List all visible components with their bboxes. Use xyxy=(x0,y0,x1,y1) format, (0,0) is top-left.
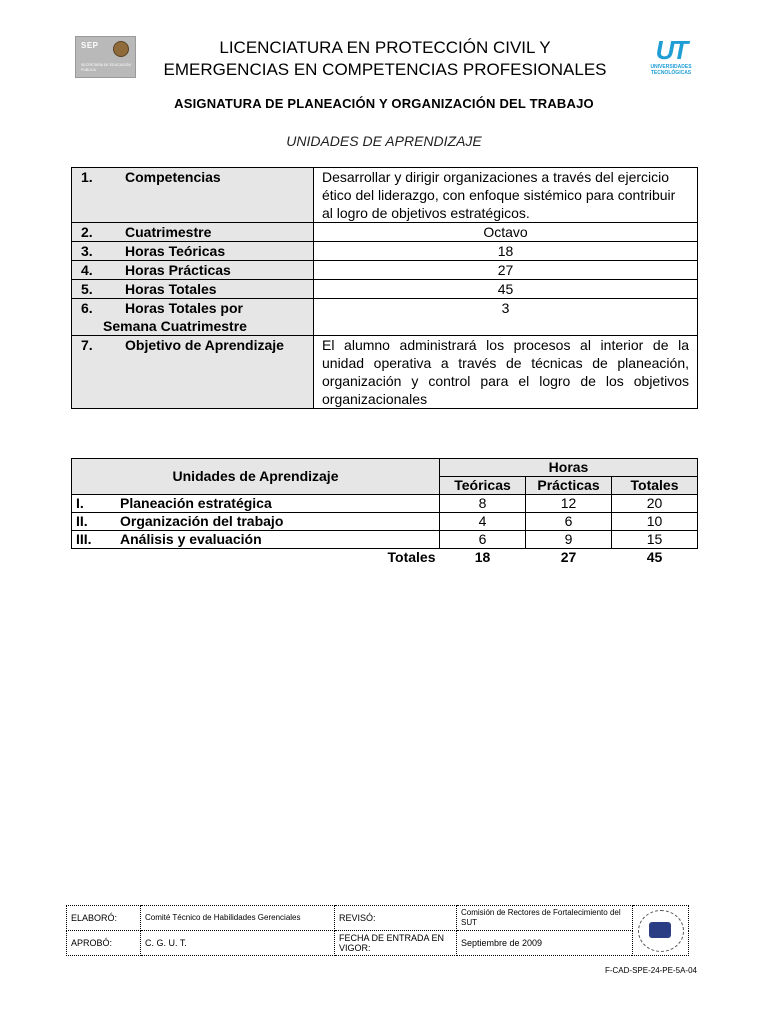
document-title xyxy=(140,37,630,81)
cell-practicas: 6 xyxy=(526,513,612,531)
row-value: El alumno administrará los procesos al interior de la unidad operativa a través de técnicas de planeación, organización y control para el logro de los objetivos organizacionales xyxy=(314,336,698,409)
row-label: Competencias xyxy=(125,169,221,185)
sep-logo-subtitle: SECRETARÍA DE EDUCACIÓN PÚBLICA xyxy=(81,63,131,72)
table-row xyxy=(72,513,698,531)
unit-number: II. xyxy=(76,513,88,529)
unit-name: Planeación estratégica xyxy=(120,495,272,511)
row-label: Horas Teóricas xyxy=(125,243,226,259)
table-row xyxy=(72,336,698,409)
row-number: 1. xyxy=(81,169,93,185)
ut-logo-subtitle: UNIVERSIDADES TECNOLÓGICAS xyxy=(650,64,692,76)
totals-row xyxy=(72,549,698,567)
title-line-1: LICENCIATURA EN PROTECCIÓN CIVIL Y xyxy=(219,38,551,57)
table-row xyxy=(72,299,698,336)
row-label: Horas Prácticas xyxy=(125,262,231,278)
row-label: Objetivo de Aprendizaje xyxy=(125,337,284,353)
column-header-units: Unidades de Aprendizaje xyxy=(72,459,440,495)
ut-logo-mark: UT xyxy=(655,35,687,65)
mexican-seal-icon xyxy=(113,41,129,57)
row-value: 45 xyxy=(314,280,698,299)
column-header-totales: Totales xyxy=(612,477,698,495)
table-row xyxy=(72,223,698,242)
cell-practicas: 9 xyxy=(526,531,612,549)
learning-units-table xyxy=(71,458,698,566)
table-row xyxy=(72,280,698,299)
aprobo-value: C. G. U. T. xyxy=(141,931,335,956)
table-header-row xyxy=(72,459,698,477)
reviso-label: REVISÓ: xyxy=(335,906,457,931)
unit-number: III. xyxy=(76,531,92,547)
reviso-value: Comisión de Rectores de Fortalecimiento del SUT xyxy=(457,906,633,931)
unit-number: I. xyxy=(76,495,84,511)
elaboro-value: Comité Técnico de Habilidades Gerenciales xyxy=(141,906,335,931)
footer-row xyxy=(67,931,689,956)
cell-totales: 10 xyxy=(612,513,698,531)
total-teoricas: 18 xyxy=(474,549,491,565)
row-value: 3 xyxy=(314,299,698,336)
row-label: Horas Totales por xyxy=(125,300,243,316)
unit-name: Análisis y evaluación xyxy=(120,531,262,547)
column-header-practicas: Prácticas xyxy=(526,477,612,495)
unit-name: Organización del trabajo xyxy=(120,513,284,529)
table-row xyxy=(72,261,698,280)
cell-teoricas: 4 xyxy=(440,513,526,531)
row-value: 18 xyxy=(314,242,698,261)
title-line-2: EMERGENCIAS EN COMPETENCIAS PROFESIONALES xyxy=(163,60,607,79)
institution-seal-icon xyxy=(638,910,684,952)
row-number: 3. xyxy=(81,243,93,259)
row-number: 6. xyxy=(81,300,93,316)
document-code: F-CAD-SPE-24-PE-5A-04 xyxy=(604,966,697,975)
cell-practicas: 12 xyxy=(526,495,612,513)
fecha-value: Septiembre de 2009 xyxy=(457,931,633,956)
row-number: 2. xyxy=(81,224,93,240)
row-value: Desarrollar y dirigir organizaciones a través del ejercicio ético del liderazgo, con enfoque sistémico para contribuir al logro de objetivos estratégicos. xyxy=(314,168,698,223)
row-label: Cuatrimestre xyxy=(125,224,212,240)
cell-totales: 20 xyxy=(612,495,698,513)
ut-logo xyxy=(640,36,702,92)
total-totales: 45 xyxy=(646,549,663,565)
row-value: 27 xyxy=(314,261,698,280)
footer-row xyxy=(67,906,689,931)
row-label-line-2: Semana Cuatrimestre xyxy=(103,318,247,334)
row-number: 5. xyxy=(81,281,93,297)
totals-label: Totales xyxy=(387,549,436,565)
table-row xyxy=(72,242,698,261)
column-header-hours: Horas xyxy=(440,459,698,477)
sep-logo xyxy=(75,36,136,78)
subject-info-table xyxy=(71,167,698,409)
units-heading: UNIDADES DE APRENDIZAJE xyxy=(286,133,482,149)
table-row xyxy=(72,531,698,549)
table-row xyxy=(72,495,698,513)
subject-heading: ASIGNATURA DE PLANEACIÓN Y ORGANIZACIÓN DEL TRABAJO xyxy=(174,96,594,111)
aprobo-label: APROBÓ: xyxy=(67,931,141,956)
approval-footer-table xyxy=(66,905,689,956)
row-number: 4. xyxy=(81,262,93,278)
cell-totales: 15 xyxy=(612,531,698,549)
cell-teoricas: 8 xyxy=(440,495,526,513)
cell-teoricas: 6 xyxy=(440,531,526,549)
row-value: Octavo xyxy=(314,223,698,242)
fecha-label: FECHA DE ENTRADA EN VIGOR: xyxy=(335,931,457,956)
table-row xyxy=(72,168,698,223)
sep-logo-text: SEP xyxy=(81,41,99,50)
row-label: Horas Totales xyxy=(125,281,217,297)
total-practicas: 27 xyxy=(560,549,577,565)
row-number: 7. xyxy=(81,337,93,353)
column-header-teoricas: Teóricas xyxy=(440,477,526,495)
elaboro-label: ELABORÓ: xyxy=(67,906,141,931)
